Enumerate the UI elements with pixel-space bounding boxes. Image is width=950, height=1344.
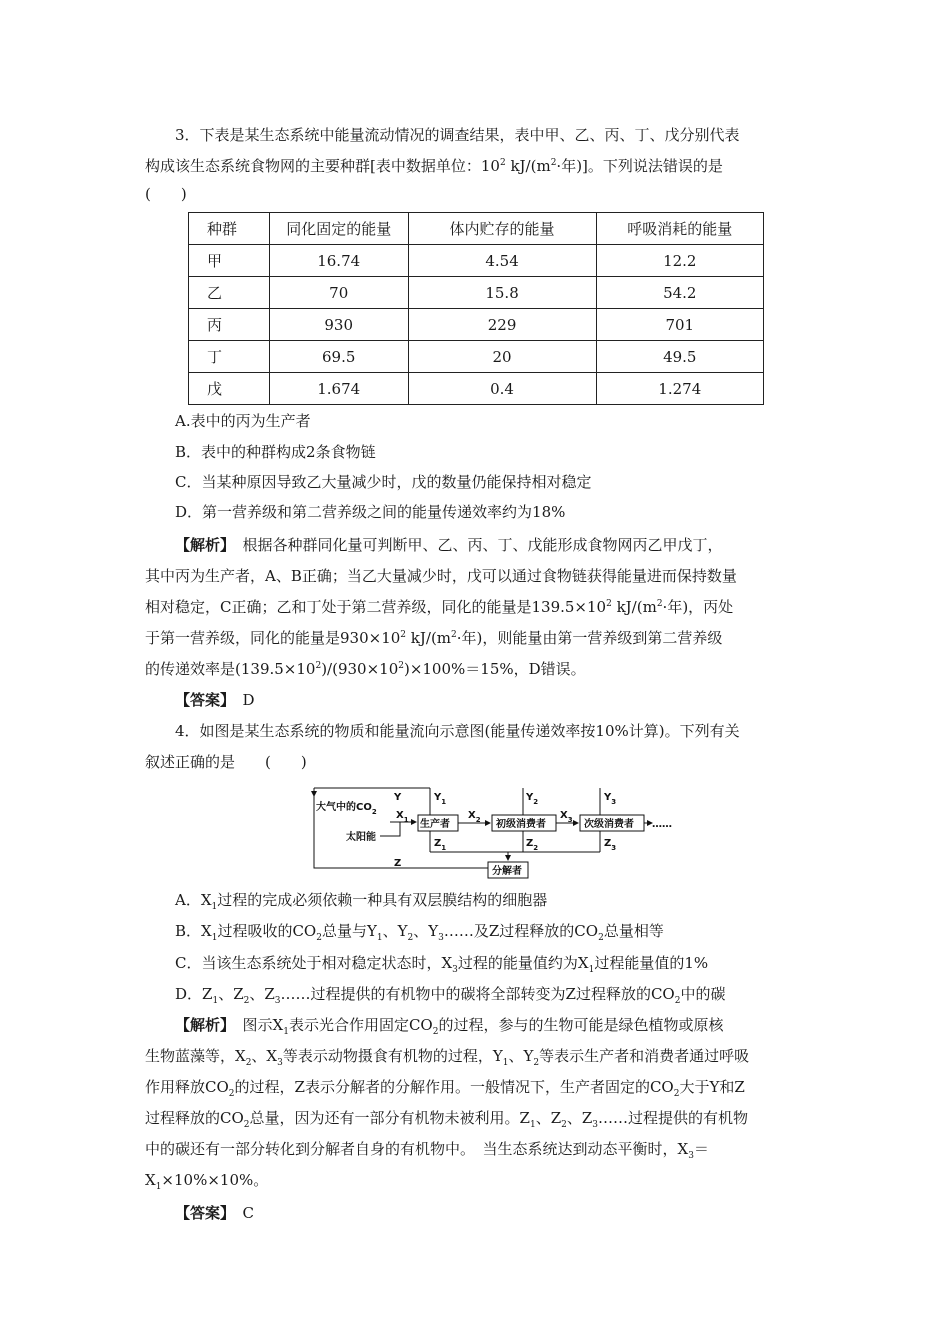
z2-label: $Z_2$: [526, 838, 539, 852]
x1-label: $X_1$: [396, 810, 409, 824]
table-row: [189, 341, 764, 373]
table-header-row: [189, 213, 764, 245]
table-cell: 0.4: [408, 373, 596, 405]
answer-value: C: [242, 1204, 255, 1222]
table-cell: 930: [269, 309, 408, 341]
q4-option-c: C．当该生态系统处于相对稳定状态时，$X_3$过程的能量值约为$X_1$过程能量值的1%: [175, 954, 709, 975]
table-row: [189, 373, 764, 405]
q4-analysis-line2: 生物蓝藻等，$X_2$、$X_3$等表示动物摄食有机物的过程，$Y_1$、$Y_2$等表示生产者和消费者通过呼吸: [145, 1047, 750, 1068]
q3-option-b: B．表中的种群构成2条食物链: [175, 443, 376, 461]
q3-analysis-line2: 其中丙为生产者，A、B正确；当乙大量减少时，戊可以通过食物链获得能量进而保持数量: [145, 567, 737, 585]
table-header-cell: 同化固定的能量: [269, 213, 408, 245]
table-header-cell: 体内贮存的能量: [408, 213, 596, 245]
y-label: Y: [394, 792, 402, 803]
y3-label: $Y_3$: [604, 792, 617, 806]
primary-consumer-label: 初级消费者: [496, 819, 546, 830]
table-cell: 70: [269, 277, 408, 309]
table-cell: 1.274: [596, 373, 763, 405]
table-cell: 丙: [189, 309, 270, 341]
y2-label: $Y_2$: [526, 792, 539, 806]
z3-label: $Z_3$: [604, 838, 617, 852]
x2-label: $X_2$: [468, 810, 481, 824]
q4-option-a: A．$X_1$过程的完成必须依赖一种具有双层膜结构的细胞器: [175, 891, 548, 912]
answer-label: 【答案】: [175, 691, 228, 709]
q4-analysis-line5: 中的碳还有一部分转化到分解者自身的有机物中。 当生态系统达到动态平衡时，$X_3=$: [145, 1140, 709, 1161]
decomposer-label: 分解者: [492, 866, 522, 877]
co2-label: 大气中的$CO_2$: [316, 802, 377, 816]
table-cell: 乙: [189, 277, 270, 309]
table-cell: 甲: [189, 245, 270, 277]
energy-flow-table: [188, 212, 764, 405]
q3-analysis-line3: 相对稳定，C正确；乙和丁处于第二营养级，同化的能量是$139.5\times 10^2$ $kJ/(m^2\cdot$年)，丙处: [145, 598, 734, 616]
table-header-cell: 呼吸消耗的能量: [596, 213, 763, 245]
table-cell: 54.2: [596, 277, 763, 309]
table-cell: 4.54: [408, 245, 596, 277]
answer-label: 【答案】: [175, 1204, 228, 1222]
q4-analysis-line1: 【解析】 图示$X_1$表示光合作用固定$CO_2$的过程，参与的生物可能是绿色植物或原核: [175, 1016, 724, 1037]
table-cell: 1.674: [269, 373, 408, 405]
x3-label: $X_3$: [560, 810, 573, 824]
q3-analysis-line5: 的传递效率是$(139.5\times 10^2)/(930\times 10^2)\times 100\%=15\%$，D错误。: [145, 660, 586, 678]
q4-option-b: B．$X_1$过程吸收的$CO_2$总量与$Y_1$、$Y_2$、$Y_3\dots\dots$及Z过程释放的$CO_2$总量相等: [175, 922, 664, 943]
q4-analysis-line6: $X_1\times 10\%\times 10\%$。: [145, 1171, 269, 1192]
z-label: Z: [394, 858, 402, 869]
answer-value: D: [242, 691, 255, 709]
q3-answer: [175, 689, 255, 711]
q3-analysis-line4: 于第一营养级，同化的能量是$930\times 10^2$ $kJ/(m^2\cdot$年)，则能量由第一营养级到第二营养级: [145, 629, 723, 647]
q4-stem-line1: 4．如图是某生态系统的物质和能量流向示意图(能量传递效率按10%计算)。下列有关: [175, 722, 740, 740]
table-cell: 20: [408, 341, 596, 373]
analysis-label: 【解析】: [175, 1016, 228, 1034]
table-cell: 戊: [189, 373, 270, 405]
table-row: [189, 245, 764, 277]
table-cell: 12.2: [596, 245, 763, 277]
energy-flow-diagram: [308, 782, 680, 882]
q3-option-a: A.表中的丙为生产者: [175, 412, 311, 430]
continuation-dots: ……: [652, 819, 672, 830]
q4-option-d: D．$Z_1$、$Z_2$、$Z_3\dots\dots$过程提供的有机物中的碳将全部转变为Z过程释放的$CO_2$中的碳: [175, 985, 726, 1006]
table-header-cell: 种群: [189, 213, 270, 245]
q4-analysis-line4: 过程释放的$CO_2$总量，因为还有一部分有机物未被利用。$Z_1$、$Z_2$、$Z_3\dots\dots$过程提供的有机物: [145, 1109, 749, 1130]
q3-option-c: C．当某种原因导致乙大量减少时，戊的数量仍能保持相对稳定: [175, 473, 592, 491]
sun-label: 太阳能: [346, 832, 376, 843]
table-cell: 15.8: [408, 277, 596, 309]
q3-stem-line2: 构成该生态系统食物网的主要种群[表中数据单位：$10^2$ $kJ/(m^2\cdot$年)]。下列说法错误的是: [145, 157, 723, 175]
table-cell: 229: [408, 309, 596, 341]
q3-stem-line3: ( ): [145, 185, 187, 203]
table-row: [189, 277, 764, 309]
q3-stem-line1: 3．下表是某生态系统中能量流动情况的调查结果，表中甲、乙、丙、丁、戊分别代表: [175, 126, 740, 144]
table-cell: 49.5: [596, 341, 763, 373]
table-row: [189, 309, 764, 341]
table-cell: 701: [596, 309, 763, 341]
table-cell: 16.74: [269, 245, 408, 277]
producer-label: 生产者: [420, 819, 450, 830]
q4-answer: [175, 1202, 254, 1224]
q3-option-d: D．第一营养级和第二营养级之间的能量传递效率约为18%: [175, 503, 566, 521]
table-cell: 69.5: [269, 341, 408, 373]
secondary-consumer-label: 次级消费者: [584, 819, 634, 830]
table-cell: 丁: [189, 341, 270, 373]
q4-stem-line2: 叙述正确的是 ( ): [145, 753, 307, 771]
y1-label: $Y_1$: [434, 792, 447, 806]
q3-analysis-line1: 【解析】 根据各种群同化量可判断甲、乙、丙、丁、戊能形成食物网丙乙甲戊丁，: [175, 536, 723, 554]
analysis-label: 【解析】: [175, 536, 228, 554]
z1-label: $Z_1$: [434, 838, 447, 852]
q4-analysis-line3: 作用释放$CO_2$的过程，Z表示分解者的分解作用。一般情况下，生产者固定的$CO_2$大于Y和Z: [145, 1078, 745, 1099]
